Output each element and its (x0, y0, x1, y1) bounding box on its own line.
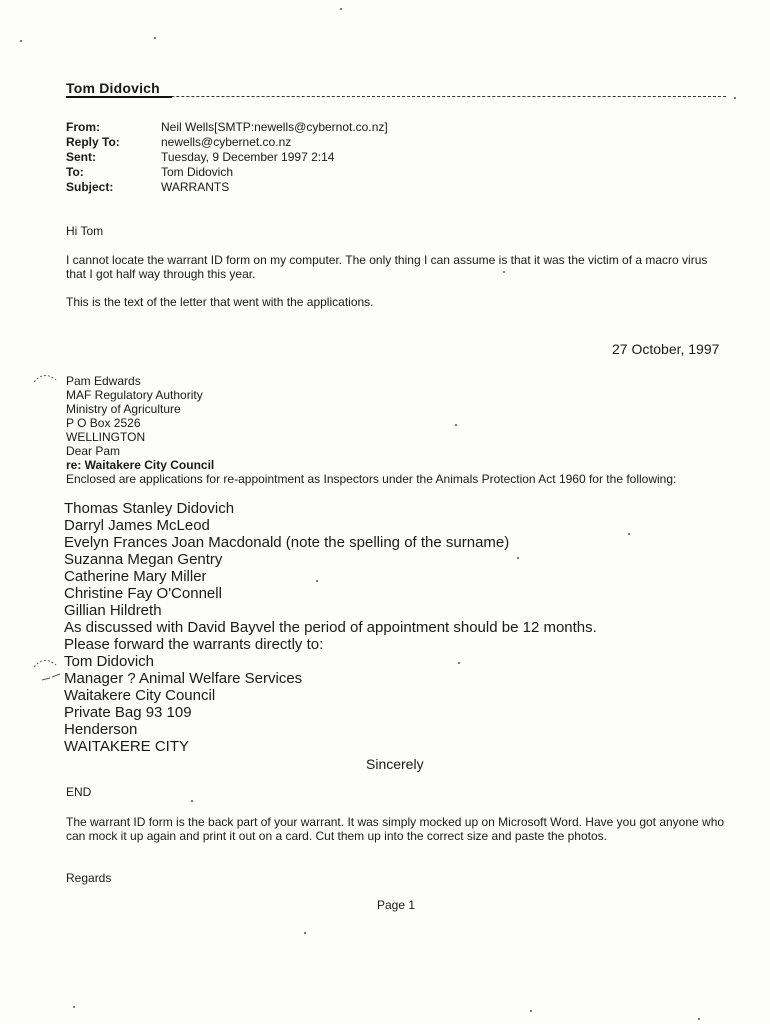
header-value: Tom Didovich (161, 165, 234, 179)
scan-speck (455, 424, 457, 426)
inspector-name: Evelyn Frances Joan Macdonald (note the spelling of the surname) (64, 534, 510, 551)
header-label: From: (66, 120, 100, 134)
forward-line: Please forward the warrants directly to: (64, 636, 324, 653)
margin-hole-mark (30, 657, 64, 671)
scan-speck (698, 1018, 700, 1020)
re-line: re: Waitakere City Council (66, 458, 215, 472)
return-address-name: Tom Didovich (64, 653, 155, 670)
scan-speck (517, 557, 519, 559)
header-value: Neil Wells[SMTP:newells@cybernot.co.nz] (161, 120, 388, 134)
paragraph-warrant-form: The warrant ID form is the back part of your warrant. It was simply mocked up on Microsoft Word. Have you got anyone who can mock it up again and print it out on a card. Cut them up into the correct size and paste the photos. (66, 815, 725, 843)
end-marker: END (66, 785, 92, 799)
margin-tick-mark (40, 672, 64, 684)
header-label: Sent: (66, 150, 96, 164)
scan-speck (191, 800, 193, 802)
return-address-line: Private Bag 93 109 (64, 704, 192, 721)
inspector-names-list (64, 500, 597, 755)
scan-speck (734, 97, 736, 99)
inspector-name: Thomas Stanley Didovich (64, 500, 235, 517)
inspector-name: Suzanna Megan Gentry (64, 551, 223, 568)
regards: Regards (66, 871, 112, 885)
salutation: Dear Pam (66, 444, 121, 458)
return-address-line: Manager ? Animal Welfare Services (64, 670, 303, 687)
sincerely: Sincerely (366, 756, 424, 772)
inspector-name: Darryl James McLeod (64, 517, 210, 534)
header-value: WARRANTS (161, 180, 230, 194)
email-header (66, 120, 388, 195)
return-address-line: WAITAKERE CITY (64, 738, 190, 755)
header-label: To: (66, 165, 84, 179)
recipient-city: WELLINGTON (66, 430, 146, 444)
enclosed-paragraph: Enclosed are applications for re-appointment as Inspectors under the Animals Protection Act 1960 for the following: (66, 472, 677, 486)
paragraph-virus: I cannot locate the warrant ID form on my computer. The only thing I can assume is that it was the victim of a macro virus that I got half way through this year. (66, 253, 708, 281)
recipient-box: P O Box 2526 (66, 416, 141, 430)
header-label: Subject: (66, 180, 114, 194)
header-label: Reply To: (66, 135, 120, 149)
header-value: Tuesday, 9 December 1997 2:14 (161, 150, 335, 164)
margin-hole-mark (30, 372, 64, 386)
inspector-name: Christine Fay O'Connell (64, 585, 222, 602)
header-to (66, 165, 388, 180)
return-address-line: Henderson (64, 721, 138, 738)
scan-speck (20, 40, 22, 42)
scan-speck (458, 662, 460, 664)
recipient-ministry: Ministry of Agriculture (66, 402, 181, 416)
inspector-name: Catherine Mary Miller (64, 568, 207, 585)
header-reply-to (66, 135, 388, 150)
recipient-name: Pam Edwards (66, 374, 141, 388)
discussed-line: As discussed with David Bayvel the period of appointment should be 12 months. (64, 619, 597, 636)
header-value: newells@cybernet.co.nz (161, 135, 292, 149)
greeting: Hi Tom (66, 224, 104, 238)
scan-speck (503, 271, 505, 273)
scan-speck (340, 8, 342, 10)
document-title: Tom Didovich (66, 80, 160, 96)
header-from (66, 120, 388, 135)
title-underline (66, 96, 172, 98)
scan-speck (154, 37, 156, 39)
recipient-org: MAF Regulatory Authority (66, 388, 203, 402)
letter-address-block (66, 374, 214, 472)
paragraph-letter-intro: This is the text of the letter that went with the applications. (66, 295, 374, 309)
scan-speck (73, 1006, 75, 1008)
scan-speck (530, 1010, 532, 1012)
header-sent (66, 150, 388, 165)
scan-speck (304, 932, 306, 934)
return-address-line: Waitakere City Council (64, 687, 216, 704)
letter-date: 27 October, 1997 (612, 341, 720, 357)
page-number: Page 1 (377, 898, 416, 912)
scan-speck (316, 580, 318, 582)
scan-speck (628, 533, 630, 535)
inspector-name: Gillian Hildreth (64, 602, 162, 619)
header-subject (66, 180, 388, 195)
